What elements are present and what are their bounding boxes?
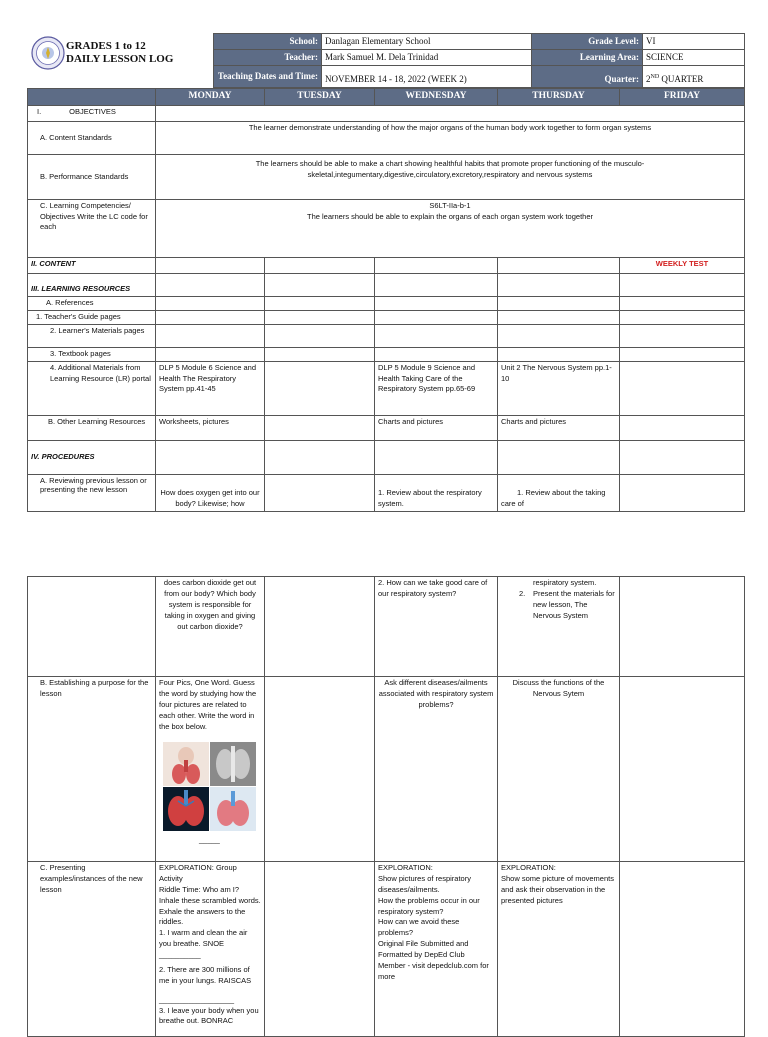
reviewing-fri <box>620 474 745 511</box>
reviewing-wed: 1. Review about the respiratory system. <box>375 474 498 511</box>
teacher-value: Mark Samuel M. Dela Trinidad <box>322 50 532 66</box>
presenting-thu: EXPLORATION: Show some picture of movements and ask their observation in the presented pictures <box>498 862 620 1037</box>
additional-thu: Unit 2 The Nervous System pp.1-10 <box>498 361 620 415</box>
day-monday: MONDAY <box>156 89 265 106</box>
content-wed <box>375 258 498 274</box>
title-line1: GRADES 1 to 12 <box>66 40 146 52</box>
title-line2: DAILY LESSON LOG <box>66 53 174 65</box>
respiratory-organs-photo <box>163 742 209 786</box>
lesson-log-title <box>66 40 216 66</box>
content-standards-text: The learner demonstrate understanding of how the major organs of the human body work together to form organ systems <box>156 122 745 155</box>
content-tue <box>265 258 375 274</box>
other-resources-label: B. Other Learning Resources <box>28 415 156 440</box>
four-pics-grid <box>163 742 261 831</box>
area-label: Learning Area: <box>532 50 643 66</box>
additional-mon: DLP 5 Module 6 Science and Health The Respiratory System pp.41-45 <box>156 361 265 415</box>
day-wednesday: WEDNESDAY <box>375 89 498 106</box>
answer-blanks: _____ <box>199 835 220 845</box>
competency-label: C. Learning Competencies/ Objectives Write the LC code for each <box>28 200 156 258</box>
content-mon <box>156 258 265 274</box>
presenting-fri <box>620 862 745 1037</box>
area-value: SCIENCE <box>643 50 745 66</box>
quarter-value: 2ND QUARTER <box>643 66 745 88</box>
presenting-wed: EXPLORATION: Show pictures of respiratory diseases/ailments. How the problems occur in our respiratory system? How can we avoid these problems? Original File Submitted and Formatted by DepEd Club Member - visit depedclub.com for more <box>375 862 498 1037</box>
reviewing-tue <box>265 474 375 511</box>
lungs-xray-photo <box>210 742 256 786</box>
purpose-thu: Discuss the functions of the Nervous Sytem <box>498 677 620 862</box>
day-thursday: THURSDAY <box>498 89 620 106</box>
presenting-label: C. Presenting examples/instances of the new lesson <box>28 862 156 1037</box>
competency-cell <box>156 200 745 258</box>
reviewing-label-cont <box>28 577 156 677</box>
reviewing-thu: 1. Review about the taking care of <box>498 474 620 511</box>
other-mon: Worksheets, pictures <box>156 415 265 440</box>
objectives-label: I. OBJECTIVES <box>28 106 156 122</box>
objectives-cell <box>156 106 745 122</box>
additional-fri <box>620 361 745 415</box>
other-tue <box>265 415 375 440</box>
dates-value: NOVEMBER 14 - 18, 2022 (WEEK 2) <box>322 66 532 88</box>
textbook-pages-label: 3. Textbook pages <box>28 347 156 361</box>
reviewing-thu-cont: respiratory system. 2. Present the materials for new lesson, The Nervous System <box>498 577 620 677</box>
header-info-table <box>213 33 745 88</box>
lungs-illustration-photo <box>210 787 256 831</box>
grade-value: VI <box>643 34 745 50</box>
reviewing-tue-cont <box>265 577 375 677</box>
corner-cell <box>28 89 156 106</box>
teacher-label: Teacher: <box>214 50 322 66</box>
quarter-label: Quarter: <box>532 66 643 88</box>
tg-pages-label: 1. Teacher's Guide pages <box>28 310 156 324</box>
weekly-test-label: WEEKLY TEST <box>620 258 745 274</box>
reviewing-wed-cont: 2. How can we take good care of our respiratory system? <box>375 577 498 677</box>
purpose-mon-text: Four Pics, One Word. Guess the word by studying how the four pictures are related to each other. Write the word in the box below. <box>159 678 257 731</box>
competency-code: S6LT-IIa-b-1 <box>429 201 471 210</box>
school-label: School: <box>214 34 322 50</box>
purpose-fri <box>620 677 745 862</box>
purpose-tue <box>265 677 375 862</box>
reviewing-mon: How does oxygen get into our body? Likewise; how <box>156 474 265 511</box>
purpose-label: B. Establishing a purpose for the lesson <box>28 677 156 862</box>
additional-wed: DLP 5 Module 9 Science and Health Taking Care of the Respiratory System pp.65-69 <box>375 361 498 415</box>
purpose-wed: Ask different diseases/ailments associated with respiratory system problems? <box>375 677 498 862</box>
procedures-label: IV. PROCEDURES <box>28 440 156 474</box>
content-thu <box>498 258 620 274</box>
lesson-table-page1 <box>27 88 745 512</box>
grade-label: Grade Level: <box>532 34 643 50</box>
reviewing-fri-cont <box>620 577 745 677</box>
lesson-table-page2 <box>27 576 745 1037</box>
references-label: A. References <box>28 297 156 311</box>
day-friday: FRIDAY <box>620 89 745 106</box>
performance-standards-label: B. Performance Standards <box>28 155 156 200</box>
performance-standards-text: The learners should be able to make a chart showing healthful habits that promote proper functioning of the musculo-skeletal,integumentary,digestive,circulatory,excretory,respiratory and nervous systems <box>156 155 745 200</box>
learning-resources-label: III. LEARNING RESOURCES <box>28 274 156 297</box>
school-value: Danlagan Elementary School <box>322 34 532 50</box>
other-fri <box>620 415 745 440</box>
purpose-mon <box>156 677 265 862</box>
dates-label: Teaching Dates and Time: <box>214 66 322 88</box>
additional-tue <box>265 361 375 415</box>
other-wed: Charts and pictures <box>375 415 498 440</box>
lm-pages-label: 2. Learner's Materials pages <box>28 324 156 347</box>
lungs-model-photo <box>163 787 209 831</box>
other-thu: Charts and pictures <box>498 415 620 440</box>
presenting-tue <box>265 862 375 1037</box>
reviewing-label: A. Reviewing previous lesson or presenting the new lesson <box>28 474 156 511</box>
presenting-mon: EXPLORATION: Group Activity Riddle Time: Who am I? Inhale these scrambled words. Exhale the answers to the riddles. 1. I warm and clean the air you breathe. SNOE __________ 2. There are 300 millions of me in your lungs. RAISCAS __________________ 3. I leave your body when you breathe out. BONRAC <box>156 862 265 1037</box>
reviewing-mon-cont: does carbon dioxide get out from our body? Which body system is responsible for taking in oxygen and giving out carbon dioxide? <box>156 577 265 677</box>
content-standards-label: A. Content Standards <box>28 122 156 155</box>
content-label: II. CONTENT <box>28 258 156 274</box>
day-tuesday: TUESDAY <box>265 89 375 106</box>
deped-seal-logo <box>31 36 65 70</box>
day-header-row <box>28 89 745 106</box>
competency-text: The learners should be able to explain the organs of each organ system work together <box>306 211 593 221</box>
additional-materials-label: 4. Additional Materials from Learning Resource (LR) portal <box>28 361 156 415</box>
